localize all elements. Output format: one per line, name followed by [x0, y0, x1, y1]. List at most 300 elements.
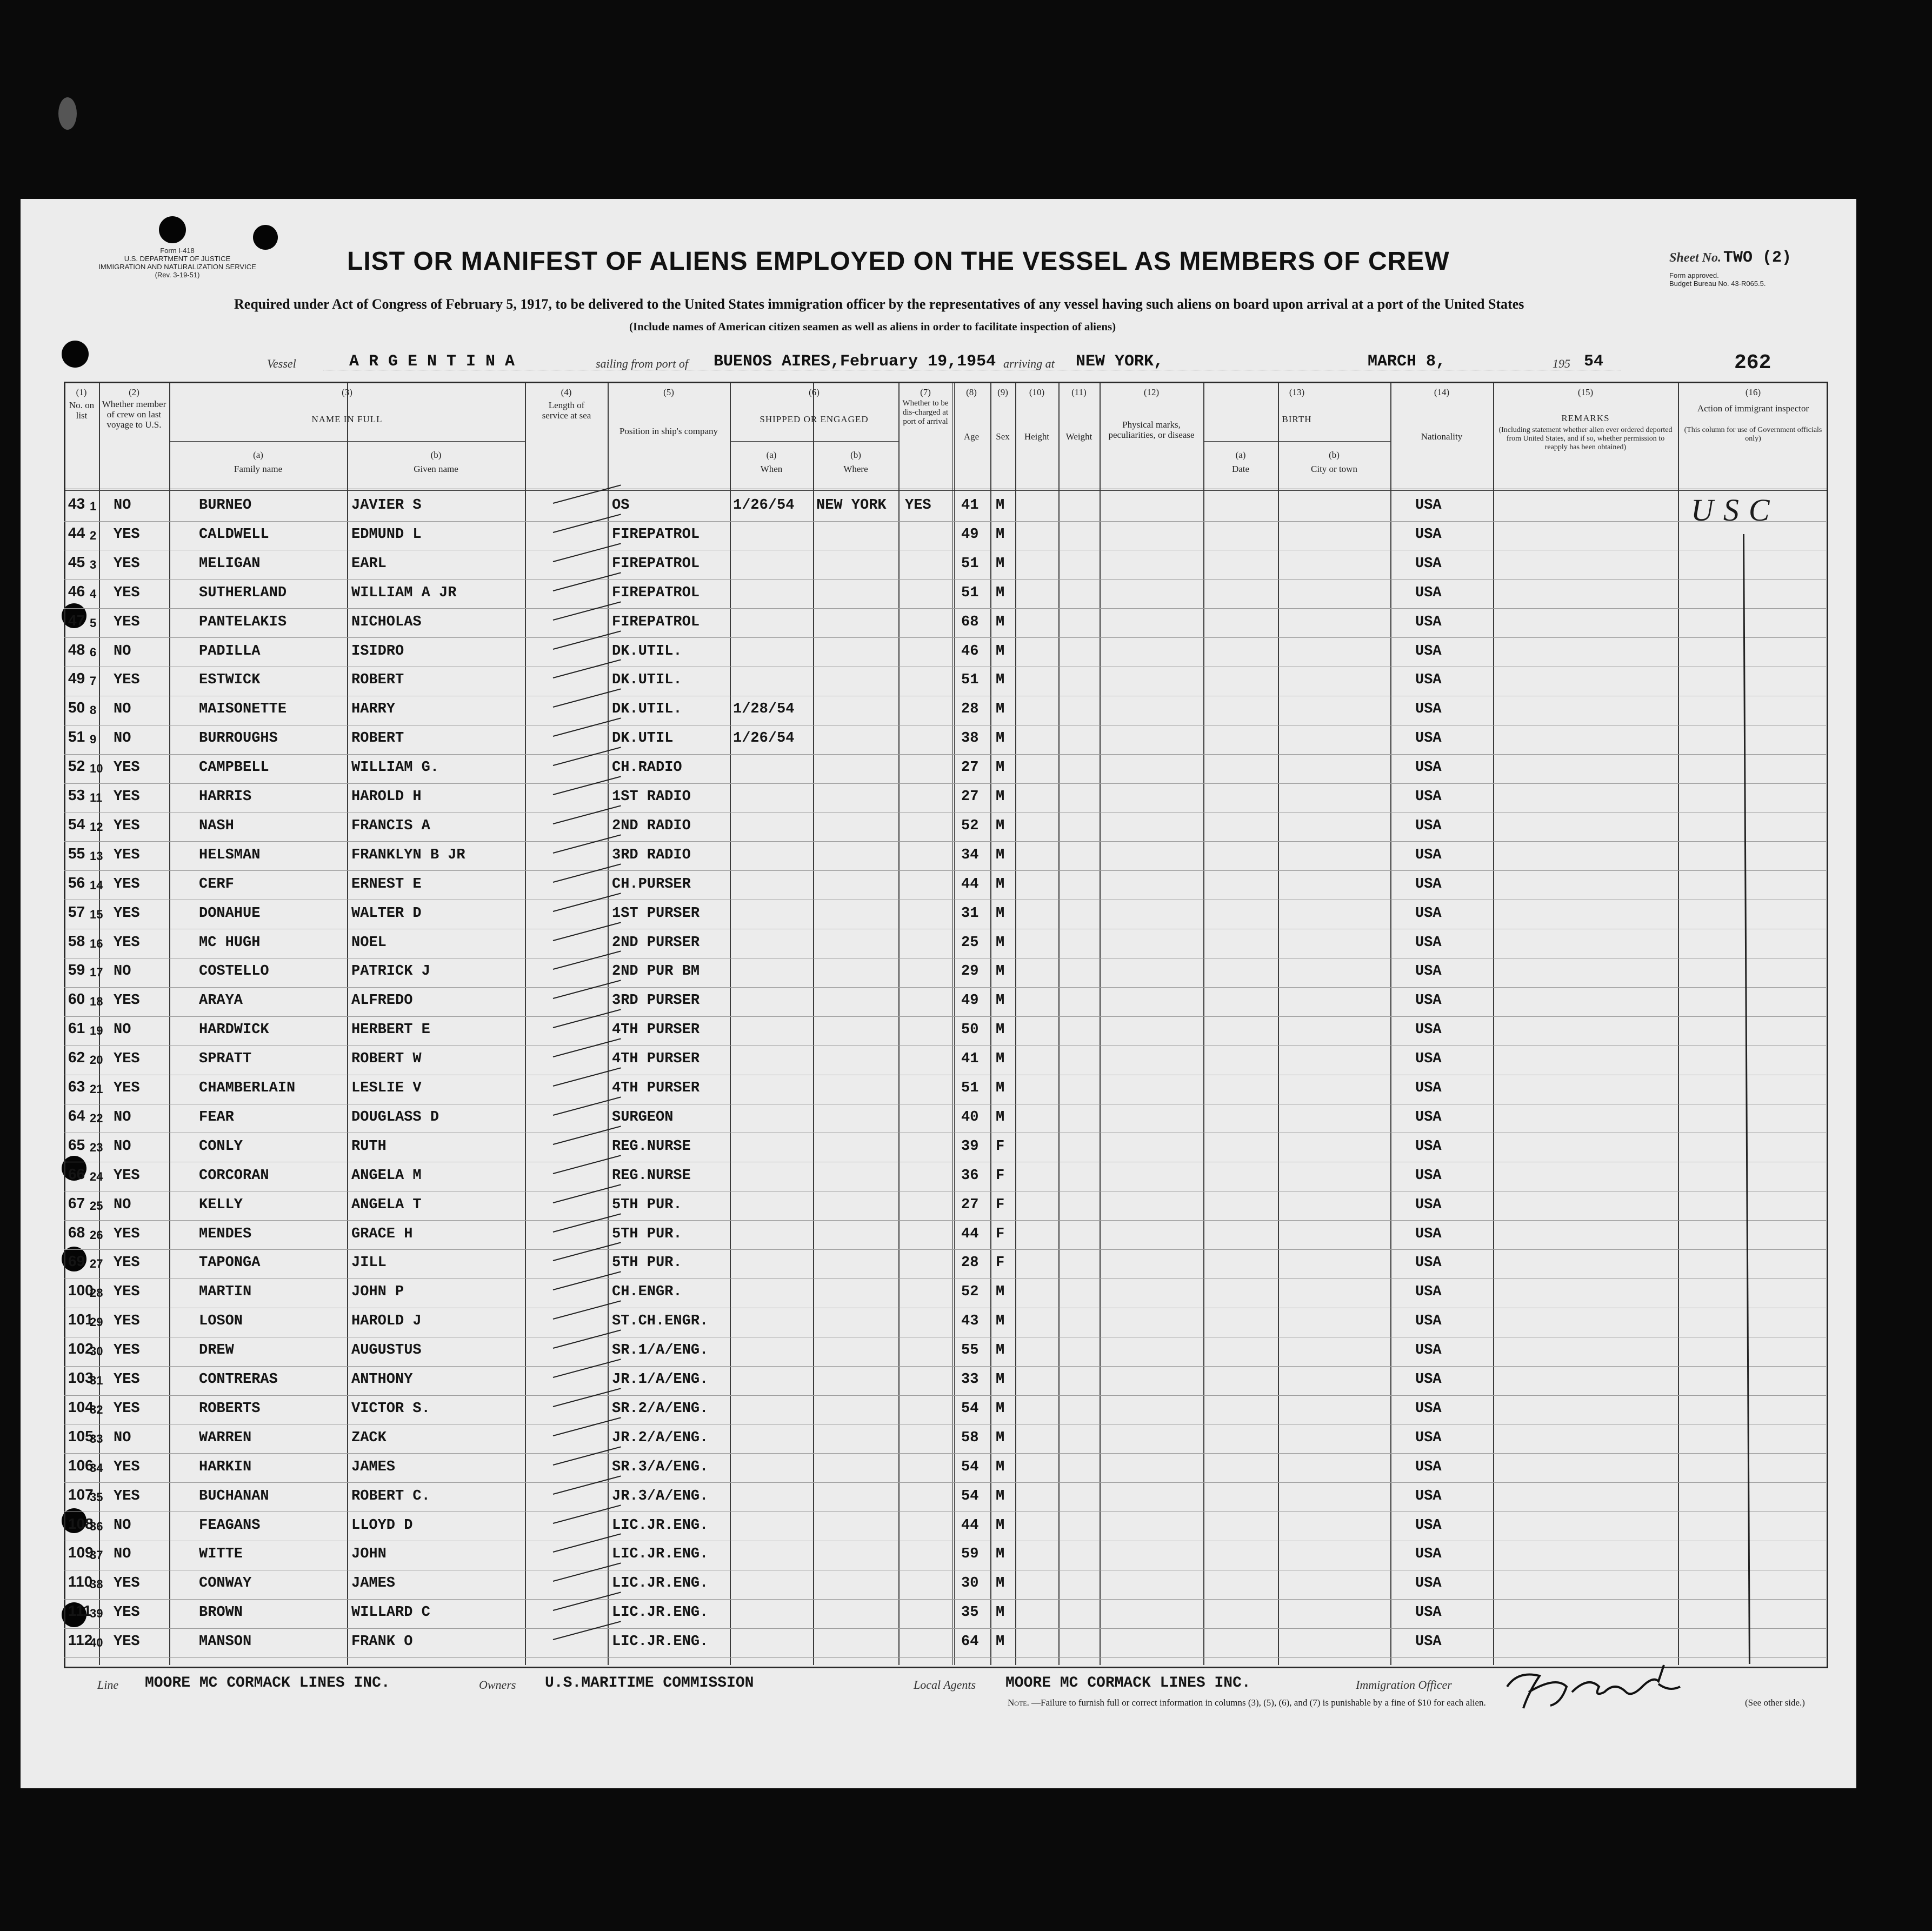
given-name: WILLIAM G. [351, 760, 439, 776]
line-number: 2 [90, 528, 97, 542]
line-number: 20 [90, 1053, 103, 1067]
prior-voyage: NO [114, 1546, 131, 1563]
col5-number: (5) [663, 387, 674, 397]
list-number: 57 [68, 903, 85, 920]
line-number: 33 [90, 1431, 103, 1446]
col4-header: Length of service at sea [542, 400, 591, 421]
list-number: 56 [68, 874, 85, 891]
given-name: ALFREDO [351, 993, 413, 1009]
table-row [64, 1570, 1826, 1600]
family-name: MENDES [199, 1226, 252, 1242]
table-row [64, 1628, 1826, 1658]
col2-header: Whether member of crew on last voyage to U.S. [102, 399, 166, 430]
note-text: —Failure to furnish full or correct information in columns (3), (5), (6), and (7) is punishable by a fine of $10 for each alien. [1031, 1697, 1486, 1708]
nationality: USA [1415, 526, 1442, 543]
prior-voyage: YES [114, 1488, 140, 1504]
line-number: 7 [90, 674, 97, 688]
col3b-header: Given name [414, 464, 458, 474]
table-row [64, 1104, 1826, 1134]
given-name: ERNEST E [351, 876, 422, 893]
given-name: HAROLD H [351, 789, 422, 805]
col6b-number: (b) [850, 450, 861, 460]
sex: M [996, 1371, 1005, 1388]
list-number: 49 [68, 670, 85, 687]
given-name: DOUGLASS D [351, 1109, 439, 1126]
prior-voyage: NO [114, 963, 131, 980]
nationality: USA [1415, 1546, 1442, 1563]
list-number: 59 [68, 961, 85, 978]
prior-voyage: YES [114, 1400, 140, 1417]
sex: F [996, 1226, 1005, 1242]
year-prefix: 195 [1553, 357, 1570, 370]
position: CH.RADIO [612, 760, 682, 776]
family-name: NASH [199, 817, 234, 834]
line-number: 9 [90, 733, 97, 747]
age: 51 [961, 584, 979, 601]
col2-number: (2) [129, 387, 139, 397]
family-name: LOSON [199, 1313, 243, 1330]
page-note: (Include names of American citizen seamen as well as aliens in order to facilitate inspection of aliens) [629, 320, 1116, 333]
prior-voyage: NO [114, 1109, 131, 1126]
age: 59 [961, 1546, 979, 1563]
sex: M [996, 1459, 1005, 1475]
age: 28 [961, 701, 979, 718]
sex: M [996, 905, 1005, 922]
position: 5TH PUR. [612, 1255, 682, 1271]
given-name: LESLIE V [351, 1080, 422, 1096]
arriving-value: NEW YORK, [1076, 352, 1164, 371]
page-title: LIST OR MANIFEST OF ALIENS EMPLOYED ON THE VESSEL AS MEMBERS OF CREW [347, 247, 1450, 276]
position: OS [612, 497, 630, 514]
line-number: 32 [90, 1402, 103, 1416]
family-name: FEAGANS [199, 1517, 261, 1534]
col15-number: (15) [1577, 387, 1594, 397]
given-name: WILLIAM A JR [351, 584, 457, 601]
age: 25 [961, 934, 979, 951]
footer [64, 1670, 1828, 1708]
col13-header: BIRTH [1282, 414, 1312, 424]
col1-header: No. on list [69, 400, 95, 421]
nationality: USA [1415, 1575, 1442, 1592]
age: 33 [961, 1371, 979, 1388]
nationality: USA [1415, 1226, 1442, 1242]
table-row [64, 1046, 1826, 1075]
sex: M [996, 584, 1005, 601]
position: 5TH PUR. [612, 1226, 682, 1242]
agents-value: MOORE MC CORMACK LINES INC. [1005, 1675, 1251, 1692]
given-name: NOEL [351, 934, 387, 951]
nationality: USA [1415, 1371, 1442, 1388]
position: DK.UTIL. [612, 701, 682, 718]
list-number: 107 [68, 1486, 94, 1503]
list-number: 45 [68, 553, 85, 570]
nationality: USA [1415, 1138, 1442, 1155]
prior-voyage: YES [114, 1255, 140, 1271]
family-name: BUCHANAN [199, 1488, 269, 1504]
sex: M [996, 1575, 1005, 1592]
given-name: JAVIER S [351, 497, 422, 514]
age: 41 [961, 497, 979, 514]
col6a-number: (a) [766, 450, 777, 460]
position: 5TH PUR. [612, 1196, 682, 1213]
family-name: CAMPBELL [199, 760, 269, 776]
line-number: 37 [90, 1548, 103, 1562]
list-number: 110 [68, 1573, 93, 1590]
col13b-number: (b) [1329, 450, 1340, 460]
position: LIC.JR.ENG. [612, 1634, 709, 1650]
name-subrule [169, 441, 525, 442]
nationality: USA [1415, 905, 1442, 922]
table-row [64, 842, 1826, 871]
list-number: 48 [68, 641, 85, 658]
sex: F [996, 1138, 1005, 1155]
col13a-header: Date [1231, 464, 1250, 474]
given-name: ROBERT [351, 730, 404, 747]
age: 27 [961, 1196, 979, 1213]
prior-voyage: YES [114, 993, 140, 1009]
age: 64 [961, 1634, 979, 1650]
list-number: 100 [68, 1282, 94, 1299]
given-name: WILLARD C [351, 1604, 430, 1621]
prior-voyage: YES [114, 905, 140, 922]
nationality: USA [1415, 1255, 1442, 1271]
table-row [64, 958, 1826, 988]
prior-voyage: YES [114, 584, 140, 601]
sailing-value: BUENOS AIRES,February 19,1954 [714, 352, 996, 371]
position: ST.CH.ENGR. [612, 1313, 709, 1330]
col3-number: (3) [342, 387, 352, 397]
family-name: CERF [199, 876, 234, 893]
given-name: FRANCIS A [351, 817, 430, 834]
col3a-number: (a) [253, 450, 263, 460]
sex: M [996, 497, 1005, 514]
age: 29 [961, 963, 979, 980]
age: 54 [961, 1400, 979, 1417]
line-number: 12 [90, 820, 103, 834]
given-name: EARL [351, 555, 387, 572]
sex: M [996, 760, 1005, 776]
sex: M [996, 555, 1005, 572]
age: 44 [961, 1517, 979, 1534]
prior-voyage: YES [114, 672, 140, 689]
shipped-when: 1/26/54 [733, 497, 795, 514]
nationality: USA [1415, 963, 1442, 980]
list-number: 69 [68, 1253, 85, 1270]
sex: M [996, 614, 1005, 630]
position: JR.2/A/ENG. [612, 1429, 709, 1446]
sex: M [996, 1488, 1005, 1504]
given-name: JOHN [351, 1546, 387, 1563]
prior-voyage: YES [114, 1080, 140, 1096]
sheet-value: TWO (2) [1723, 249, 1792, 267]
sex: M [996, 847, 1005, 863]
budget-line: Budget Bureau No. 43-R065.5. [1669, 279, 1766, 288]
position: LIC.JR.ENG. [612, 1604, 709, 1621]
sex: M [996, 1634, 1005, 1650]
position: FIREPATROL [612, 584, 700, 601]
sex: M [996, 1546, 1005, 1563]
table-row [64, 1483, 1826, 1513]
nationality: USA [1415, 1313, 1442, 1330]
prior-voyage: YES [114, 789, 140, 805]
table-row [64, 609, 1826, 638]
given-name: JOHN P [351, 1284, 404, 1301]
family-name: MANSON [199, 1634, 252, 1650]
table-row [64, 1133, 1826, 1163]
table-row [64, 1308, 1826, 1337]
list-number: 52 [68, 757, 85, 775]
line-value: MOORE MC CORMACK LINES INC. [145, 1675, 390, 1692]
col6b-header: Where [843, 464, 868, 474]
list-number: 104 [68, 1398, 94, 1415]
line-number: 23 [90, 1140, 103, 1154]
prior-voyage: YES [114, 1313, 140, 1330]
prior-voyage: YES [114, 847, 140, 863]
form-number: Form I-418 [160, 247, 195, 255]
col8-header: Age [963, 431, 980, 442]
family-name: PANTELAKIS [199, 614, 287, 630]
table-row [64, 754, 1826, 784]
col14-number: (14) [1434, 387, 1450, 397]
given-name: AUGUSTUS [351, 1342, 422, 1359]
prior-voyage: YES [114, 555, 140, 572]
line-number: 40 [90, 1636, 103, 1650]
list-number: 103 [68, 1369, 94, 1386]
manifest-sheet [21, 199, 1856, 1788]
list-number: 65 [68, 1136, 85, 1153]
nationality: USA [1415, 1284, 1442, 1301]
sex: M [996, 1313, 1005, 1330]
col6a-header: When [760, 464, 783, 474]
col11-header: Weight [1065, 431, 1092, 442]
nationality: USA [1415, 993, 1442, 1009]
col15-subheader: (Including statement whether alien ever ordered deported from United States, and if so, whether permission to reapply has been obtained) [1498, 426, 1673, 451]
line-number: 30 [90, 1344, 103, 1359]
nationality: USA [1415, 672, 1442, 689]
list-number: 111 [68, 1602, 92, 1620]
position: JR.3/A/ENG. [612, 1488, 709, 1504]
family-name: CONWAY [199, 1575, 252, 1592]
position: LIC.JR.ENG. [612, 1546, 709, 1563]
age: 35 [961, 1604, 979, 1621]
family-name: WITTE [199, 1546, 243, 1563]
sex: M [996, 526, 1005, 543]
year-suffix: 54 [1584, 352, 1604, 371]
list-number: 63 [68, 1078, 85, 1095]
family-name: MARTIN [199, 1284, 252, 1301]
table-row [64, 1395, 1826, 1425]
position: CH.ENGR. [612, 1284, 682, 1301]
age: 55 [961, 1342, 979, 1359]
sex: F [996, 1167, 1005, 1184]
table-row [64, 871, 1826, 901]
sex: M [996, 934, 1005, 951]
line-label: Line [97, 1678, 119, 1692]
sex: M [996, 1342, 1005, 1359]
see-other-side: (See other side.) [1745, 1697, 1805, 1708]
list-number: 67 [68, 1194, 85, 1211]
nationality: USA [1415, 876, 1442, 893]
age: 54 [961, 1488, 979, 1504]
table-row [64, 1249, 1826, 1279]
nationality: USA [1415, 1022, 1442, 1038]
shipped-when: 1/28/54 [733, 701, 795, 718]
line-number: 13 [90, 849, 103, 863]
age: 54 [961, 1459, 979, 1475]
line-number: 5 [90, 616, 97, 630]
sex: M [996, 963, 1005, 980]
list-number: 106 [68, 1456, 94, 1474]
prior-voyage: YES [114, 934, 140, 951]
line-number: 22 [90, 1111, 103, 1125]
nationality: USA [1415, 1342, 1442, 1359]
nationality: USA [1415, 934, 1442, 951]
nationality: USA [1415, 760, 1442, 776]
list-number: 105 [68, 1427, 94, 1444]
list-number: 58 [68, 932, 85, 949]
table-row [64, 492, 1826, 522]
family-name: FEAR [199, 1109, 234, 1126]
nationality: USA [1415, 1517, 1442, 1534]
prior-voyage: NO [114, 701, 131, 718]
nationality: USA [1415, 1488, 1442, 1504]
position: JR.1/A/ENG. [612, 1371, 709, 1388]
list-number: 46 [68, 582, 85, 600]
approval-note [1669, 271, 1766, 288]
form-revision: (Rev. 3-19-51) [155, 271, 200, 279]
given-name: FRANK O [351, 1634, 413, 1650]
given-name: LLOYD D [351, 1517, 413, 1534]
line-number: 17 [90, 965, 103, 980]
col13b-header: City or town [1311, 464, 1357, 474]
col7-number: (7) [920, 387, 931, 397]
list-number: 62 [68, 1049, 85, 1066]
list-number: 50 [68, 699, 85, 716]
form-number-block [75, 247, 280, 279]
table-row [64, 1221, 1826, 1250]
table-row [64, 1512, 1826, 1542]
nationality: USA [1415, 1196, 1442, 1213]
given-name: ANTHONY [351, 1371, 413, 1388]
age: 51 [961, 555, 979, 572]
sex: M [996, 1517, 1005, 1534]
line-number: 21 [90, 1082, 103, 1096]
position: SR.1/A/ENG. [612, 1342, 709, 1359]
list-number: 44 [68, 524, 85, 541]
given-name: VICTOR S. [351, 1400, 430, 1417]
line-number: 39 [90, 1607, 103, 1621]
sheet-label: Sheet No. [1669, 251, 1721, 265]
table-row [64, 638, 1826, 668]
officer-signature [1496, 1654, 1691, 1719]
line-number: 10 [90, 762, 103, 776]
position: FIREPATROL [612, 614, 700, 630]
given-name: ROBERT W [351, 1051, 422, 1068]
family-name: CORCORAN [199, 1167, 269, 1184]
position: REG.NURSE [612, 1167, 691, 1184]
line-number: 24 [90, 1169, 103, 1183]
sex: M [996, 1022, 1005, 1038]
line-number: 19 [90, 1024, 103, 1038]
nationality: USA [1415, 789, 1442, 805]
nationality: USA [1415, 1429, 1442, 1446]
prior-voyage: YES [114, 1284, 140, 1301]
prior-voyage: NO [114, 730, 131, 747]
position: SURGEON [612, 1109, 674, 1126]
col15-header: REMARKS [1561, 413, 1610, 423]
nationality: USA [1415, 1109, 1442, 1126]
table-row [64, 1162, 1826, 1192]
line-number: 28 [90, 1286, 103, 1300]
sex: M [996, 1400, 1005, 1417]
line-number: 16 [90, 936, 103, 950]
form-department: U.S. DEPARTMENT OF JUSTICE [124, 255, 231, 263]
prior-voyage: YES [114, 1459, 140, 1475]
given-name: FRANKLYN B JR [351, 847, 465, 863]
table-row [64, 1279, 1826, 1308]
position: LIC.JR.ENG. [612, 1575, 709, 1592]
nationality: USA [1415, 584, 1442, 601]
nationality: USA [1415, 614, 1442, 630]
background-speck [58, 97, 77, 130]
line-number: 29 [90, 1315, 103, 1329]
col9-header: Sex [996, 431, 1010, 442]
table-row [64, 696, 1826, 725]
position: FIREPATROL [612, 555, 700, 572]
age: 58 [961, 1429, 979, 1446]
shipped-where: NEW YORK [816, 497, 887, 514]
vessel-line [21, 350, 1856, 374]
prior-voyage: YES [114, 1371, 140, 1388]
prior-voyage: YES [114, 760, 140, 776]
nationality: USA [1415, 701, 1442, 718]
sex: M [996, 1284, 1005, 1301]
table-row [64, 1454, 1826, 1483]
sheet-number [1669, 249, 1791, 267]
family-name: BURROUGHS [199, 730, 278, 747]
age: 44 [961, 1226, 979, 1242]
col4-number: (4) [561, 387, 572, 397]
arriving-label: arriving at [1003, 357, 1055, 370]
sex: F [996, 1255, 1005, 1271]
position: DK.UTIL. [612, 672, 682, 689]
nationality: USA [1415, 1400, 1442, 1417]
prior-voyage: YES [114, 817, 140, 834]
list-number: 109 [68, 1544, 94, 1561]
prior-voyage: YES [114, 614, 140, 630]
family-name: BURNEO [199, 497, 252, 514]
table-row [64, 580, 1826, 609]
sex: M [996, 1051, 1005, 1068]
line-number: 8 [90, 703, 97, 717]
shipped-when: 1/26/54 [733, 730, 795, 747]
given-name: GRACE H [351, 1226, 413, 1242]
col12-header: Physical marks, peculiarities, or disease [1108, 420, 1195, 440]
table-row [64, 1191, 1826, 1221]
table-row [64, 521, 1826, 551]
prior-voyage: NO [114, 1429, 131, 1446]
prior-voyage: NO [114, 1196, 131, 1213]
sex: M [996, 1604, 1005, 1621]
age: 44 [961, 876, 979, 893]
line-number: 31 [90, 1374, 103, 1387]
prior-voyage: YES [114, 1575, 140, 1592]
family-name: SUTHERLAND [199, 584, 287, 601]
position: 4TH PURSER [612, 1051, 700, 1068]
line-number: 1 [90, 500, 97, 513]
prior-voyage: YES [114, 1604, 140, 1621]
age: 52 [961, 817, 979, 834]
